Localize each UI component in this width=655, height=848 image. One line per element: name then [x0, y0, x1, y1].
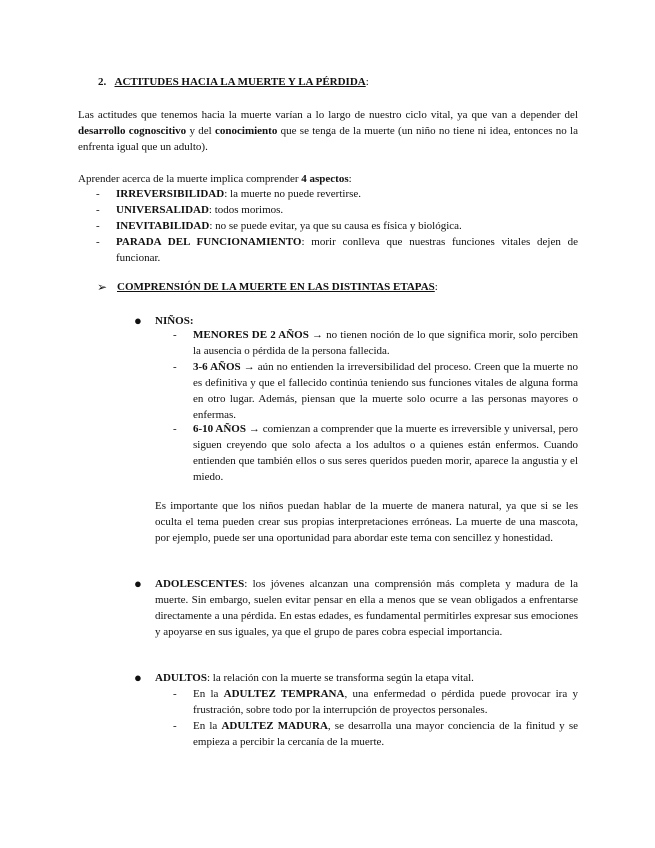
ninos-item: 3-6 AÑOS → aún no entienden la irreversibilidad del proceso. Creen que la muerte no es definitiva y que el fallecido continúa teniendo sus funciones vitales de alguna forma en otro lugar. Además, piensan que la muerte solo ocurre a las personas mayores o enfermas. [193, 361, 578, 421]
list-dash: - [173, 720, 177, 732]
section-number: 2. [98, 76, 107, 88]
bullet-icon: ● [134, 313, 142, 328]
list-dash: - [173, 688, 177, 700]
list-dash: - [96, 204, 100, 216]
intro-bold-2: conocimiento [215, 125, 278, 137]
bullet-icon: ● [134, 670, 142, 685]
list-dash: - [96, 188, 100, 200]
arrow-bullet-icon: ➢ [97, 280, 108, 294]
aspect-item: IRREVERSIBILIDAD: la muerte no puede revertirse. [116, 188, 362, 200]
adultos-item: En la ADULTEZ MADURA, se desarrolla una mayor conciencia de la finitud y se empieza a percibir la cercanía de la muerte. [193, 720, 578, 748]
ninos-item: 6-10 AÑOS → comienzan a comprender que la muerte es irreversible y universal, pero siguen creyendo que solo afecta a los adultos o a quienes están enfermos. Cuando entienden que también ellos o sus seres queridos pueden morir, aparece la angustia y el miedo. [193, 423, 579, 483]
aspect-item: UNIVERSALIDAD: todos morimos. [116, 204, 284, 216]
intro-paragraph: Las actitudes que tenemos hacia la muerte varían a lo largo de nuestro ciclo vital, ya que van a depender del desarrollo cognoscitivo y del conocimiento que se tenga de la muerte (un niño no tiene ni idea, entonces no la enfrenta igual que un adulto). [78, 109, 578, 153]
ninos-paragraph: Es importante que los niños puedan hablar de la muerte de manera natural, ya que si se les oculta el tema pueden crear sus propias interpretaciones erróneas. La muerte de una mascota, por ejemplo, puede ser una oportunidad para abordar este tema con sencillez y honestidad. [155, 500, 578, 544]
bullet-icon: ● [134, 576, 142, 591]
list-dash: - [173, 423, 177, 435]
list-dash: - [96, 220, 100, 232]
list-dash: - [96, 236, 100, 248]
list-dash: - [173, 329, 177, 341]
section-heading: 2. ACTITUDES HACIA LA MUERTE Y LA PÉRDIDA: [98, 76, 369, 88]
ninos-heading: NIÑOS: [155, 315, 194, 327]
intro-bold-1: desarrollo cognoscitivo [78, 125, 187, 137]
ninos-item: MENORES DE 2 AÑOS → no tienen noción de lo que significa morir, solo perciben la ausencia o pérdida de la persona fallecida. [193, 329, 578, 357]
adultos-item: En la ADULTEZ TEMPRANA, una enfermedad o pérdida puede provocar ira y frustración, sobre todo por la interrupción de proyectos personales. [193, 688, 578, 716]
adolescentes-paragraph: ADOLESCENTES: los jóvenes alcanzan una comprensión más completa y madura de la muerte. Sin embargo, suelen evitar pensar en ella a menos que se vean obligados a enfrentarse directamente a una pérdida. En estas edades, es fundamental permitirles expresar sus emociones y apoyarse en sus iguales, ya que el grupo de pares cobra especial importancia. [155, 578, 578, 638]
adultos-paragraph: ADULTOS: la relación con la muerte se transforma según la etapa vital. [155, 672, 474, 684]
comprension-heading: COMPRENSIÓN DE LA MUERTE EN LAS DISTINTAS ETAPAS: [117, 281, 438, 293]
aspects-lead: Aprender acerca de la muerte implica comprender 4 aspectos: [78, 173, 352, 185]
aspect-item: INEVITABILIDAD: no se puede evitar, ya que su causa es física y biológica. [116, 220, 462, 232]
aspect-item: PARADA DEL FUNCIONAMIENTO: morir conlleva que nuestras funciones vitales dejen de funcionar. [116, 236, 578, 264]
section-title: ACTITUDES HACIA LA MUERTE Y LA PÉRDIDA [114, 76, 366, 88]
list-dash: - [173, 361, 177, 373]
